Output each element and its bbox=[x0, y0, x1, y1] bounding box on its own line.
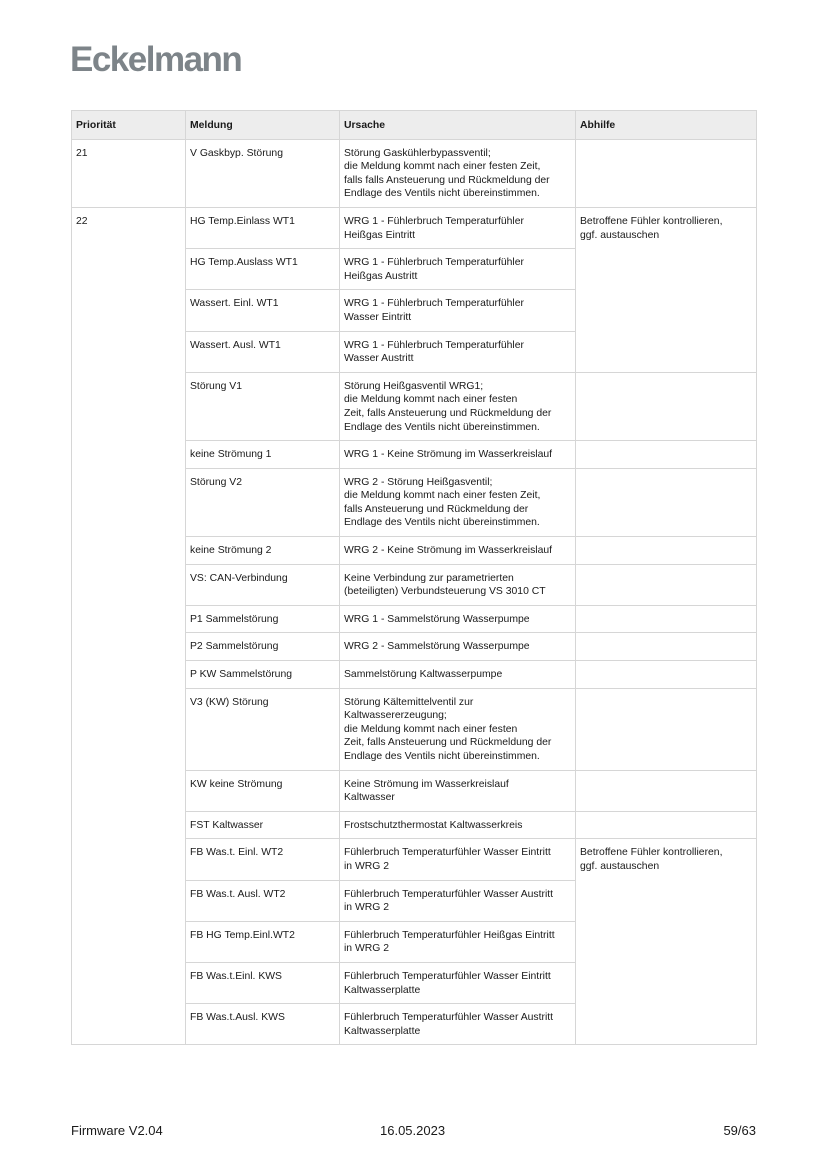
footer-firmware: Firmware V2.04 bbox=[71, 1123, 163, 1138]
cause-cell bbox=[340, 605, 576, 633]
message-cell: P2 Sammelstörung bbox=[186, 633, 340, 661]
cell-text-line: Fühlerbruch Temperaturfühler Wasser Austritt bbox=[344, 888, 554, 900]
cell-text-line: WRG 1 - Keine Strömung im Wasserkreislauf bbox=[344, 449, 553, 461]
cell-text-line: Keine Strömung im Wasserkreislauf bbox=[344, 778, 509, 790]
cell-text-line: Betroffene Fühler kontrollieren, bbox=[580, 215, 723, 227]
cause-cell bbox=[340, 207, 576, 248]
remedy-cell bbox=[576, 605, 757, 633]
message-cell: P1 Sammelstörung bbox=[186, 605, 340, 633]
cell-text-line: Kaltwasserplatte bbox=[344, 984, 421, 996]
cell-text-line: Kaltwasser bbox=[344, 792, 395, 804]
cell-text-line: Heißgas Eintritt bbox=[344, 229, 416, 241]
remedy-cell bbox=[576, 564, 757, 605]
remedy-cell bbox=[576, 372, 757, 440]
cell-text-line: die Meldung kommt nach einer festen bbox=[344, 394, 518, 406]
message-cell: Wassert. Ausl. WT1 bbox=[186, 331, 340, 372]
cause-cell bbox=[340, 921, 576, 962]
cause-cell bbox=[340, 441, 576, 469]
remedy-cell bbox=[576, 633, 757, 661]
cell-text-line: Fühlerbruch Temperaturfühler Wasser Austritt bbox=[344, 1012, 554, 1024]
cell-text-line: (beteiligten) Verbundsteuerung VS 3010 CT bbox=[344, 586, 546, 598]
priority-cell: 22 bbox=[72, 207, 186, 1044]
cell-text-line: Fühlerbruch Temperaturfühler Wasser Eintritt bbox=[344, 847, 551, 859]
cell-text-line: Zeit, falls Ansteuerung und Rückmeldung der bbox=[344, 737, 552, 749]
cause-cell bbox=[340, 537, 576, 565]
message-table bbox=[71, 110, 757, 1045]
message-cell: FB Was.t. Einl. WT2 bbox=[186, 839, 340, 880]
remedy-cell bbox=[576, 770, 757, 811]
company-logo: Eckelmann bbox=[70, 40, 242, 79]
priority-cell: 21 bbox=[72, 139, 186, 207]
message-cell: FST Kaltwasser bbox=[186, 811, 340, 839]
cause-cell bbox=[340, 331, 576, 372]
cell-text-line: falls falls Ansteuerung und Rückmeldung der bbox=[344, 174, 550, 186]
cell-text-line: Wasser Eintritt bbox=[344, 311, 412, 323]
header-message: Meldung bbox=[186, 111, 340, 140]
cell-text-line: Störung Kältemittelventil zur bbox=[344, 696, 474, 708]
cause-cell bbox=[340, 468, 576, 536]
cell-text-line: in WRG 2 bbox=[344, 902, 390, 914]
message-cell: KW keine Strömung bbox=[186, 770, 340, 811]
cell-text-line: Betroffene Fühler kontrollieren, bbox=[580, 847, 723, 859]
cell-text-line: WRG 1 - Fühlerbruch Temperaturfühler bbox=[344, 257, 524, 269]
cause-cell bbox=[340, 880, 576, 921]
message-cell: P KW Sammelstörung bbox=[186, 661, 340, 689]
cause-cell bbox=[340, 839, 576, 880]
cell-text-line: Fühlerbruch Temperaturfühler Wasser Eintritt bbox=[344, 970, 551, 982]
header-remedy: Abhilfe bbox=[576, 111, 757, 140]
message-cell: VS: CAN-Verbindung bbox=[186, 564, 340, 605]
cause-cell bbox=[340, 962, 576, 1003]
message-cell: keine Strömung 1 bbox=[186, 441, 340, 469]
cell-text-line: Zeit, falls Ansteuerung und Rückmeldung der bbox=[344, 407, 552, 419]
table-row bbox=[72, 207, 757, 248]
message-cell: HG Temp.Auslass WT1 bbox=[186, 249, 340, 290]
cause-cell bbox=[340, 1004, 576, 1045]
table-header-row bbox=[72, 111, 757, 140]
message-cell: V Gaskbyp. Störung bbox=[186, 139, 340, 207]
remedy-cell bbox=[576, 441, 757, 469]
remedy-cell bbox=[576, 139, 757, 207]
cell-text-line: WRG 1 - Fühlerbruch Temperaturfühler bbox=[344, 298, 524, 310]
cell-text-line: Endlage des Ventils nicht übereinstimmen. bbox=[344, 421, 540, 433]
cause-cell bbox=[340, 633, 576, 661]
cause-cell bbox=[340, 249, 576, 290]
cell-text-line: Frostschutzthermostat Kaltwasserkreis bbox=[344, 819, 523, 831]
cell-text-line: Sammelstörung Kaltwasserpumpe bbox=[344, 669, 503, 681]
message-cell: V3 (KW) Störung bbox=[186, 688, 340, 770]
cell-text-line: WRG 2 - Keine Strömung im Wasserkreislauf bbox=[344, 545, 553, 557]
message-cell: FB Was.t.Einl. KWS bbox=[186, 962, 340, 1003]
remedy-cell bbox=[576, 207, 757, 372]
cell-text-line: Endlage des Ventils nicht übereinstimmen. bbox=[344, 751, 540, 762]
message-cell: Wassert. Einl. WT1 bbox=[186, 290, 340, 331]
cell-text-line: Endlage des Ventils nicht übereinstimmen. bbox=[344, 517, 540, 529]
cause-cell bbox=[340, 661, 576, 689]
cell-text-line: WRG 1 - Fühlerbruch Temperaturfühler bbox=[344, 339, 524, 351]
cell-text-line: in WRG 2 bbox=[344, 860, 390, 872]
cause-cell bbox=[340, 811, 576, 839]
message-cell: FB HG Temp.Einl.WT2 bbox=[186, 921, 340, 962]
cause-cell bbox=[340, 770, 576, 811]
cell-text-line: die Meldung kommt nach einer festen Zeit, bbox=[344, 490, 541, 502]
message-cell: Störung V2 bbox=[186, 468, 340, 536]
cause-cell bbox=[340, 688, 576, 770]
remedy-cell bbox=[576, 688, 757, 770]
cell-text-line: Kaltwasserplatte bbox=[344, 1025, 421, 1037]
table-row bbox=[72, 139, 757, 207]
cell-text-line: WRG 2 - Störung Heißgasventil; bbox=[344, 476, 493, 488]
cause-cell bbox=[340, 372, 576, 440]
header-cause: Ursache bbox=[340, 111, 576, 140]
message-cell: FB Was.t. Ausl. WT2 bbox=[186, 880, 340, 921]
cell-text-line: Fühlerbruch Temperaturfühler Heißgas Eintritt bbox=[344, 929, 555, 941]
remedy-cell bbox=[576, 839, 757, 1045]
cell-text-line: die Meldung kommt nach einer festen bbox=[344, 723, 518, 735]
message-cell: Störung V1 bbox=[186, 372, 340, 440]
cell-text-line: falls Ansteuerung und Rückmeldung der bbox=[344, 503, 529, 515]
cell-text-line: Störung Gaskühlerbypassventil; bbox=[344, 147, 491, 159]
cell-text-line: Endlage des Ventils nicht übereinstimmen. bbox=[344, 188, 540, 200]
footer-date: 16.05.2023 bbox=[380, 1123, 446, 1138]
cause-cell bbox=[340, 564, 576, 605]
footer-page-number: 59/63 bbox=[723, 1123, 756, 1138]
cause-cell bbox=[340, 139, 576, 207]
cell-text-line: ggf. austauschen bbox=[580, 860, 660, 872]
cell-text-line: Keine Verbindung zur parametrierten bbox=[344, 572, 514, 584]
cell-text-line: Störung Heißgasventil WRG1; bbox=[344, 380, 484, 392]
cell-text-line: WRG 1 - Sammelstörung Wasserpumpe bbox=[344, 613, 530, 625]
cell-text-line: Kaltwassererzeugung; bbox=[344, 710, 447, 722]
cell-text-line: die Meldung kommt nach einer festen Zeit, bbox=[344, 161, 541, 173]
message-cell: FB Was.t.Ausl. KWS bbox=[186, 1004, 340, 1045]
remedy-cell bbox=[576, 468, 757, 536]
cause-cell bbox=[340, 290, 576, 331]
remedy-cell bbox=[576, 537, 757, 565]
remedy-cell bbox=[576, 661, 757, 689]
message-cell: HG Temp.Einlass WT1 bbox=[186, 207, 340, 248]
cell-text-line: in WRG 2 bbox=[344, 943, 390, 955]
cell-text-line: Wasser Austritt bbox=[344, 353, 414, 365]
cell-text-line: ggf. austauschen bbox=[580, 229, 660, 241]
message-cell: keine Strömung 2 bbox=[186, 537, 340, 565]
cell-text-line: WRG 2 - Sammelstörung Wasserpumpe bbox=[344, 641, 530, 653]
header-priority: Priorität bbox=[72, 111, 186, 140]
cell-text-line: Heißgas Austritt bbox=[344, 270, 418, 282]
cell-text-line: WRG 1 - Fühlerbruch Temperaturfühler bbox=[344, 215, 524, 227]
remedy-cell bbox=[576, 811, 757, 839]
